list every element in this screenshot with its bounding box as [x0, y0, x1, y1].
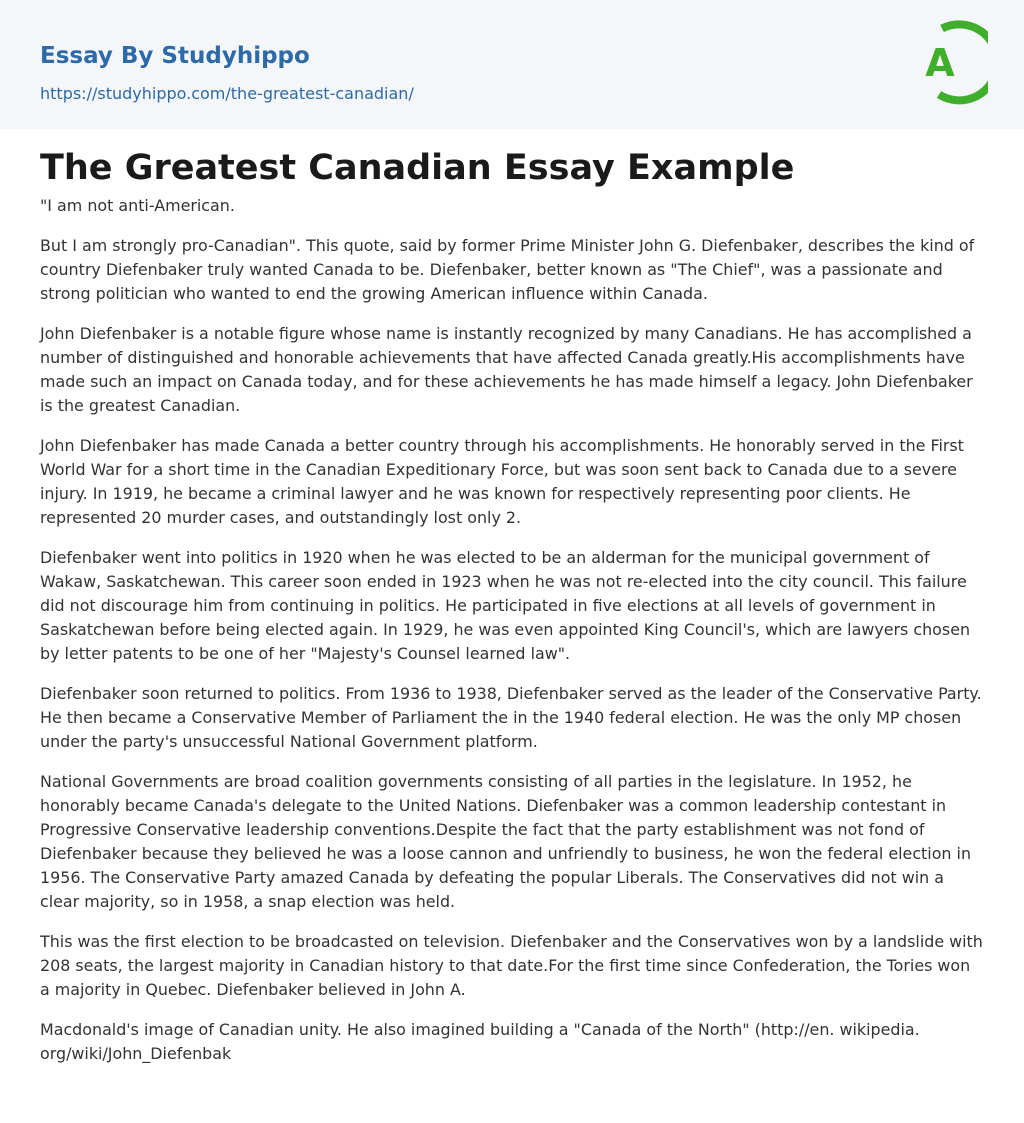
site-brand[interactable]: Essay By Studyhippo [40, 43, 310, 69]
site-header [0, 0, 1024, 129]
essay-paragraph: "I am not anti-American. [40, 196, 235, 215]
essay-paragraph: John Diefenbaker has made Canada a better country through his accomplishments. He honorably served in the First World War for a short time in the Canadian Expeditionary Force, but was soon sent back to Canada due to a severe injury. In 1919, he became a criminal lawyer and he was known for respectively representing poor clients. He represented 20 murder cases, and outstandingly lost only 2. [40, 436, 964, 527]
essay-paragraph: This was the first election to be broadcasted on television. Diefenbaker and the Conservatives won by a landslide with 208 seats, the largest majority in Canadian history to that date.For the first time since Confederation, the Tories won a majority in Quebec. Diefenbaker believed in John A. [40, 932, 983, 999]
essay-paragraph: Macdonald's image of Canadian unity. He also imagined building a "Canada of the North" (http://en. wikipedia. org/wiki/John_Diefenbak [40, 1020, 920, 1063]
logo-letter: A [925, 41, 955, 85]
essay-paragraph: But I am strongly pro-Canadian". This quote, said by former Prime Minister John G. Diefenbaker, describes the kind of country Diefenbaker truly wanted Canada to be. Diefenbaker, better known as "The Chief", was a passionate and strong politician who wanted to end the growing American influence within Canada. [40, 236, 975, 303]
studyhippo-logo-icon[interactable] [912, 18, 988, 106]
essay-title: The Greatest Canadian Essay Example [40, 148, 795, 188]
essay-paragraph: Diefenbaker soon returned to politics. From 1936 to 1938, Diefenbaker served as the leader of the Conservative Party. He then became a Conservative Member of Parliament the in the 1940 federal election. He was the only MP chosen under the party's unsuccessful National Government platform. [40, 684, 982, 751]
essay-paragraph: National Governments are broad coalition governments consisting of all parties in the legislature. In 1952, he honorably became Canada's delegate to the United Nations. Diefenbaker was a common leadership contestant in Progressive Conservative leadership conventions.Despite the fact that the party establishment was not fond of Diefenbaker because they believed he was a loose cannon and unfriendly to business, he won the federal election in 1956. The Conservative Party amazed Canada by defeating the popular Liberals. The Conservatives did not win a clear majority, so in 1958, a snap election was held. [40, 772, 972, 911]
page-url-link[interactable]: https://studyhippo.com/the-greatest-canadian/ [40, 84, 414, 103]
essay-paragraph: Diefenbaker went into politics in 1920 when he was elected to be an alderman for the municipal government of Wakaw, Saskatchewan. This career soon ended in 1923 when he was not re-elected into the city council. This failure did not discourage him from continuing in politics. He participated in five elections at all levels of government in Saskatchewan before being elected again. In 1929, he was even appointed King Council's, which are lawyers chosen by letter patents to be one of her "Majesty's Counsel learned law". [40, 548, 971, 663]
essay-body [40, 194, 984, 1082]
essay-paragraph: John Diefenbaker is a notable figure whose name is instantly recognized by many Canadians. He has accomplished a number of distinguished and honorable achievements that have affected Canada greatly.His accomplishments have made such an impact on Canada today, and for these achievements he has made himself a legacy. John Diefenbaker is the greatest Canadian. [40, 324, 973, 415]
